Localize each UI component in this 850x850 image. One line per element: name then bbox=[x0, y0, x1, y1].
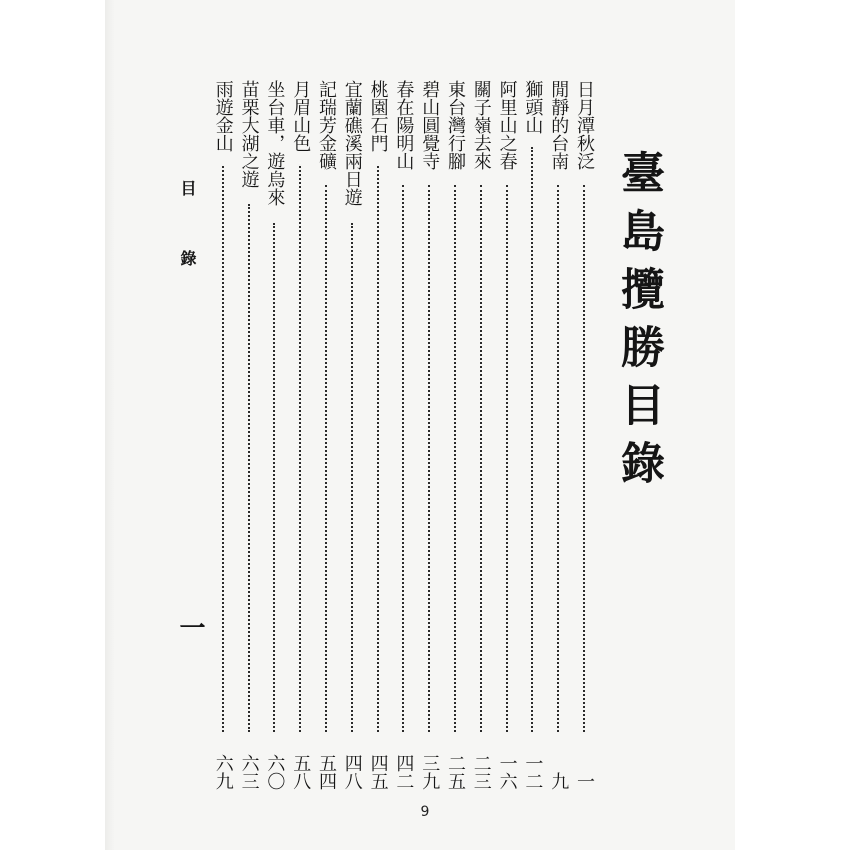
toc-entry bbox=[210, 80, 236, 790]
toc-dot-leader bbox=[480, 185, 482, 732]
toc-entry-title: 坐台車，遊烏來 bbox=[264, 80, 286, 206]
toc-entry bbox=[571, 80, 597, 790]
toc-entry bbox=[287, 80, 313, 790]
toc-entry-title: 阿里山之春 bbox=[496, 80, 518, 170]
toc-entry bbox=[519, 80, 545, 790]
toc-entry bbox=[416, 80, 442, 790]
toc-entry-title: 日月潭秋泛 bbox=[574, 80, 595, 170]
toc-entry-title: 苗栗大湖之遊 bbox=[238, 80, 260, 188]
toc-entry-page: 五四 bbox=[316, 754, 337, 790]
toc-dot-leader bbox=[454, 185, 456, 732]
toc-entry-page: 九 bbox=[548, 772, 570, 790]
running-head-char-2: 錄 bbox=[178, 250, 197, 266]
page-number: 9 bbox=[420, 804, 430, 820]
toc-entry-page: 三九 bbox=[419, 754, 441, 790]
toc-entry bbox=[545, 80, 571, 790]
page-edge-shadow bbox=[105, 0, 115, 850]
toc-entry-title: 雨遊金山 bbox=[212, 80, 234, 152]
toc-entry bbox=[442, 80, 468, 790]
toc-entry bbox=[468, 80, 494, 790]
toc-dot-leader bbox=[557, 185, 559, 732]
toc-entry bbox=[390, 80, 416, 790]
toc-entry-page: 一六 bbox=[496, 754, 518, 790]
toc-entry-page: 六三 bbox=[238, 754, 260, 790]
toc-entry-page: 一 bbox=[574, 772, 595, 790]
toc-entry-page: 六〇 bbox=[264, 754, 286, 790]
page-title: 臺島攬勝目錄 bbox=[613, 150, 664, 498]
toc-entry-title: 碧山圓覺寺 bbox=[419, 80, 441, 170]
toc-entry bbox=[365, 80, 391, 790]
toc-dot-leader bbox=[402, 185, 404, 732]
toc-entry-page: 一二 bbox=[522, 754, 544, 790]
running-head-char-1: 目 bbox=[178, 180, 197, 196]
toc-entry-page: 四五 bbox=[367, 754, 389, 790]
toc-entry-page: 六九 bbox=[212, 754, 234, 790]
toc-dot-leader bbox=[299, 166, 301, 732]
toc-entry-page: 四八 bbox=[341, 754, 363, 790]
toc-entry-title: 獅頭山 bbox=[522, 80, 544, 134]
toc-dot-leader bbox=[325, 185, 327, 732]
toc-entry bbox=[236, 80, 262, 790]
toc-dot-leader bbox=[428, 185, 430, 732]
toc-entry bbox=[339, 80, 365, 790]
toc-entry-title: 東台灣行腳 bbox=[445, 80, 466, 170]
toc-entry-page: 五八 bbox=[290, 754, 312, 790]
toc-entry bbox=[494, 80, 520, 790]
toc-dot-leader bbox=[248, 204, 250, 732]
toc-dot-leader bbox=[273, 223, 275, 732]
toc-entry-title: 桃園石門 bbox=[367, 80, 389, 152]
toc-entry-title: 記瑞芳金礦 bbox=[316, 80, 337, 170]
toc-entry-title: 月眉山色 bbox=[290, 80, 312, 152]
toc-dot-leader bbox=[531, 147, 533, 732]
toc-entry-title: 關子嶺去來 bbox=[470, 80, 492, 170]
toc-dot-leader bbox=[506, 185, 508, 732]
toc-dot-leader bbox=[583, 185, 585, 732]
toc-entry-title: 春在陽明山 bbox=[393, 80, 415, 170]
toc-entry-page: 二三 bbox=[470, 754, 492, 790]
toc-entry-title: 閒靜的台南 bbox=[548, 80, 570, 170]
toc-dot-leader bbox=[351, 223, 353, 732]
toc-entry-page: 二五 bbox=[445, 754, 466, 790]
toc-entry bbox=[261, 80, 287, 790]
toc-entry-title: 宜蘭礁溪兩日遊 bbox=[341, 80, 363, 206]
toc-entry-page: 四二 bbox=[393, 754, 415, 790]
toc-dot-leader bbox=[222, 166, 224, 732]
toc-entry bbox=[313, 80, 339, 790]
folio-number: 一 bbox=[175, 614, 205, 640]
toc-dot-leader bbox=[377, 166, 379, 732]
